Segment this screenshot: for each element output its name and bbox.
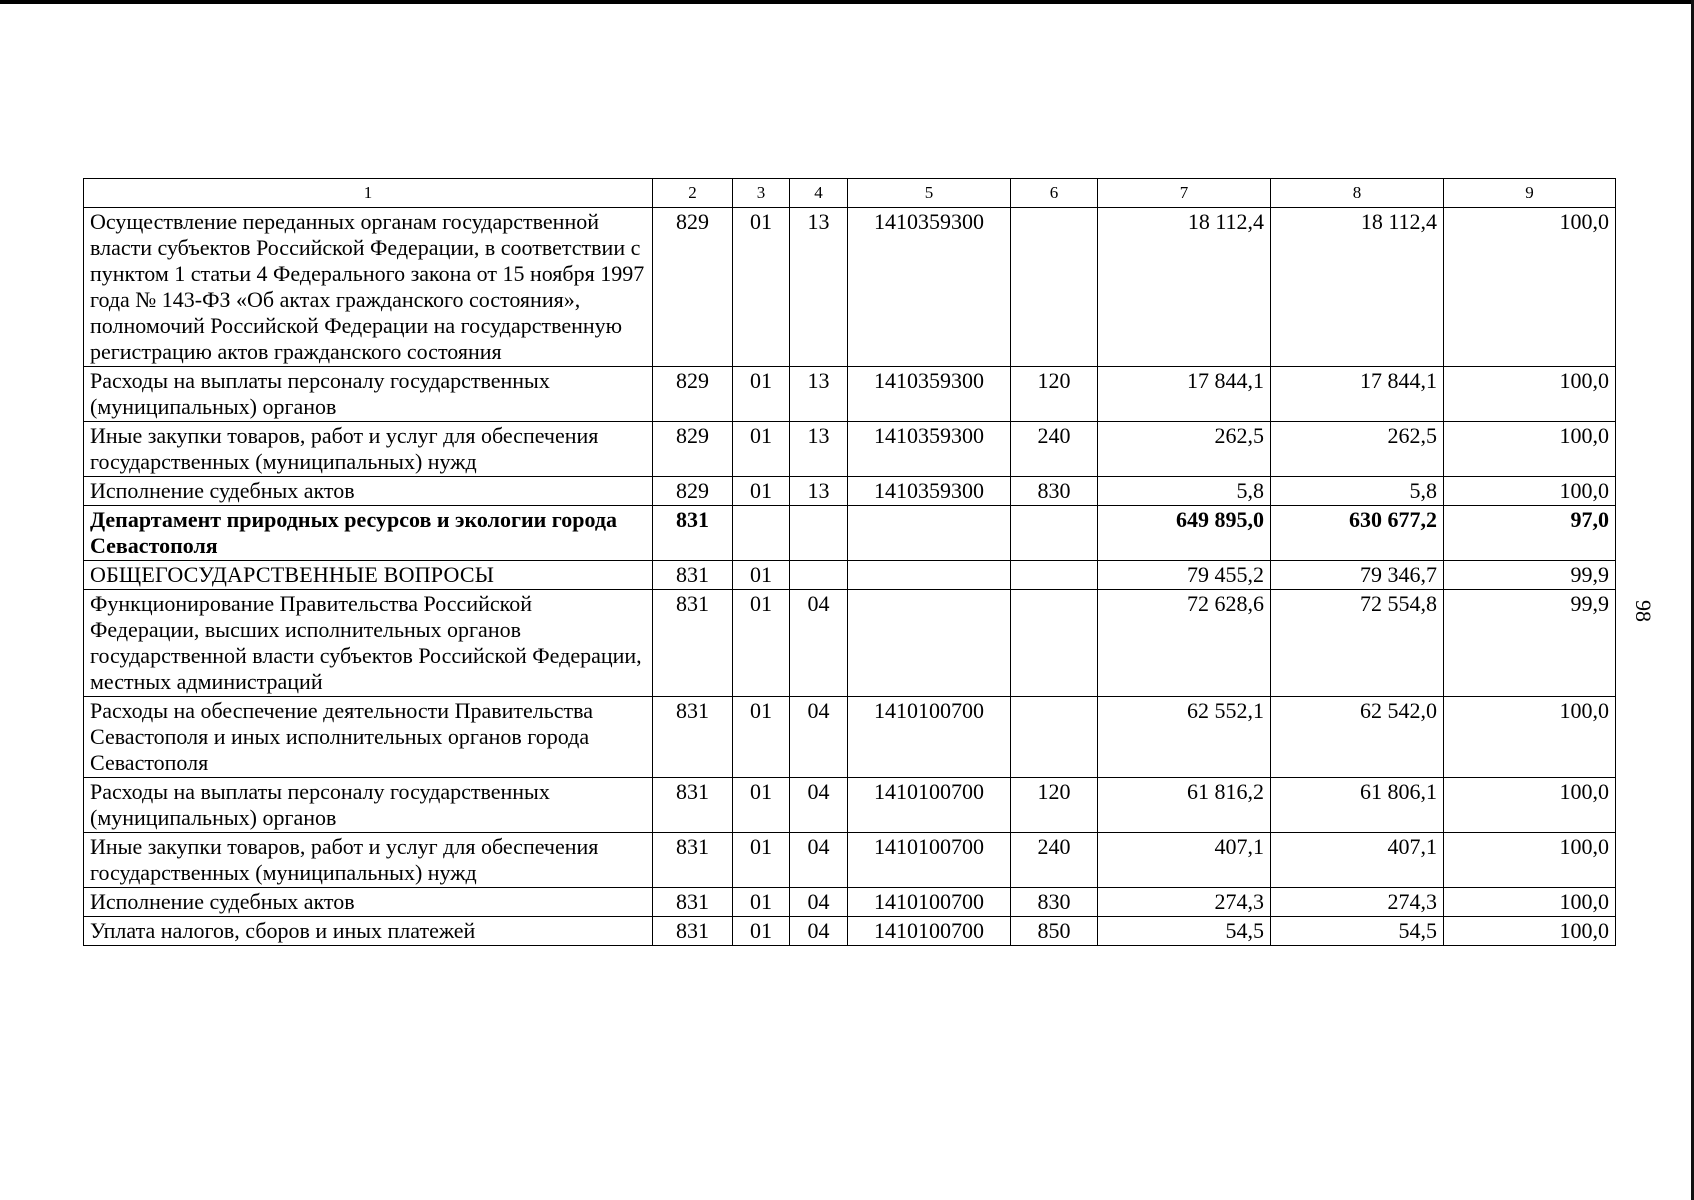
cell-executed: 72 554,8 — [1271, 590, 1444, 697]
cell-code-admin: 831 — [653, 561, 733, 590]
table-row — [84, 422, 1616, 477]
cell-section: 01 — [733, 917, 790, 946]
cell-approved: 54,5 — [1098, 917, 1271, 946]
cell-section: 01 — [733, 888, 790, 917]
cell-subsection: 13 — [790, 208, 848, 367]
cell-approved: 72 628,6 — [1098, 590, 1271, 697]
cell-section: 01 — [733, 477, 790, 506]
cell-subsection: 13 — [790, 367, 848, 422]
cell-code-admin: 831 — [653, 778, 733, 833]
cell-target-article: 1410359300 — [848, 422, 1011, 477]
cell-approved: 407,1 — [1098, 833, 1271, 888]
cell-executed: 274,3 — [1271, 888, 1444, 917]
cell-executed: 62 542,0 — [1271, 697, 1444, 778]
cell-expense-type: 120 — [1011, 367, 1098, 422]
cell-name: Функционирование Правительства Российской Федерации, высших исполнительных органов государственной власти субъектов Российской Федерации, местных администраций — [84, 590, 653, 697]
cell-subsection — [790, 506, 848, 561]
table-body — [84, 208, 1616, 946]
cell-code-admin: 831 — [653, 917, 733, 946]
table-row — [84, 367, 1616, 422]
cell-section: 01 — [733, 778, 790, 833]
cell-percent: 100,0 — [1444, 778, 1616, 833]
cell-target-article: 1410100700 — [848, 697, 1011, 778]
cell-subsection: 13 — [790, 477, 848, 506]
cell-subsection: 04 — [790, 778, 848, 833]
cell-subsection: 04 — [790, 888, 848, 917]
cell-approved: 79 455,2 — [1098, 561, 1271, 590]
cell-name: Расходы на выплаты персоналу государственных (муниципальных) органов — [84, 778, 653, 833]
table-row — [84, 888, 1616, 917]
cell-target-article: 1410100700 — [848, 778, 1011, 833]
cell-percent: 100,0 — [1444, 367, 1616, 422]
cell-percent: 99,9 — [1444, 590, 1616, 697]
cell-expense-type: 830 — [1011, 477, 1098, 506]
cell-executed: 61 806,1 — [1271, 778, 1444, 833]
column-header: 2 — [653, 179, 733, 208]
column-header: 3 — [733, 179, 790, 208]
column-header: 8 — [1271, 179, 1444, 208]
cell-target-article: 1410359300 — [848, 208, 1011, 367]
budget-table — [83, 178, 1616, 946]
cell-expense-type — [1011, 697, 1098, 778]
cell-percent: 100,0 — [1444, 477, 1616, 506]
page-number: 98 — [1631, 600, 1656, 622]
cell-subsection: 04 — [790, 917, 848, 946]
column-header: 7 — [1098, 179, 1271, 208]
cell-name: Исполнение судебных актов — [84, 888, 653, 917]
cell-executed: 54,5 — [1271, 917, 1444, 946]
cell-approved: 62 552,1 — [1098, 697, 1271, 778]
cell-code-admin: 831 — [653, 888, 733, 917]
cell-name: Расходы на выплаты персоналу государственных (муниципальных) органов — [84, 367, 653, 422]
table-row — [84, 208, 1616, 367]
cell-code-admin: 829 — [653, 367, 733, 422]
cell-code-admin: 831 — [653, 506, 733, 561]
column-header: 4 — [790, 179, 848, 208]
cell-expense-type — [1011, 590, 1098, 697]
cell-target-article — [848, 506, 1011, 561]
cell-subsection: 04 — [790, 590, 848, 697]
column-header: 6 — [1011, 179, 1098, 208]
cell-percent: 100,0 — [1444, 833, 1616, 888]
cell-approved: 61 816,2 — [1098, 778, 1271, 833]
cell-executed: 18 112,4 — [1271, 208, 1444, 367]
cell-executed: 79 346,7 — [1271, 561, 1444, 590]
cell-target-article: 1410100700 — [848, 833, 1011, 888]
cell-code-admin: 831 — [653, 697, 733, 778]
cell-subsection — [790, 561, 848, 590]
cell-target-article — [848, 590, 1011, 697]
cell-expense-type: 830 — [1011, 888, 1098, 917]
cell-section — [733, 506, 790, 561]
table-row — [84, 917, 1616, 946]
cell-target-article: 1410100700 — [848, 888, 1011, 917]
scan-top-edge — [0, 0, 1694, 4]
cell-name: Уплата налогов, сборов и иных платежей — [84, 917, 653, 946]
cell-target-article: 1410359300 — [848, 367, 1011, 422]
table-row — [84, 697, 1616, 778]
cell-executed: 630 677,2 — [1271, 506, 1444, 561]
cell-executed: 407,1 — [1271, 833, 1444, 888]
cell-approved: 17 844,1 — [1098, 367, 1271, 422]
cell-target-article: 1410359300 — [848, 477, 1011, 506]
cell-name: Расходы на обеспечение деятельности Правительства Севастополя и иных исполнительных органов города Севастополя — [84, 697, 653, 778]
cell-executed: 5,8 — [1271, 477, 1444, 506]
cell-percent: 100,0 — [1444, 888, 1616, 917]
table-row — [84, 590, 1616, 697]
cell-section: 01 — [733, 561, 790, 590]
cell-code-admin: 829 — [653, 477, 733, 506]
cell-expense-type: 240 — [1011, 422, 1098, 477]
cell-expense-type — [1011, 208, 1098, 367]
table-row — [84, 561, 1616, 590]
cell-code-admin: 831 — [653, 833, 733, 888]
cell-percent: 100,0 — [1444, 422, 1616, 477]
cell-name: Осуществление переданных органам государственной власти субъектов Российской Федерации, в соответствии с пунктом 1 статьи 4 Федерального закона от 15 ноября 1997 года № 143-ФЗ «Об актах гражданского состояния», полномочий Российской Федерации на государственную регистрацию актов гражданского состояния — [84, 208, 653, 367]
column-header: 1 — [84, 179, 653, 208]
cell-target-article: 1410100700 — [848, 917, 1011, 946]
cell-section: 01 — [733, 208, 790, 367]
cell-approved: 18 112,4 — [1098, 208, 1271, 367]
cell-executed: 262,5 — [1271, 422, 1444, 477]
cell-expense-type — [1011, 506, 1098, 561]
cell-target-article — [848, 561, 1011, 590]
cell-approved: 649 895,0 — [1098, 506, 1271, 561]
table-row — [84, 778, 1616, 833]
cell-section: 01 — [733, 590, 790, 697]
cell-code-admin: 829 — [653, 422, 733, 477]
cell-section: 01 — [733, 422, 790, 477]
cell-expense-type: 850 — [1011, 917, 1098, 946]
cell-executed: 17 844,1 — [1271, 367, 1444, 422]
table-row — [84, 477, 1616, 506]
cell-approved: 262,5 — [1098, 422, 1271, 477]
cell-name: Департамент природных ресурсов и экологии города Севастополя — [84, 506, 653, 561]
cell-approved: 274,3 — [1098, 888, 1271, 917]
cell-name: Исполнение судебных актов — [84, 477, 653, 506]
cell-section: 01 — [733, 367, 790, 422]
cell-percent: 100,0 — [1444, 697, 1616, 778]
cell-subsection: 13 — [790, 422, 848, 477]
cell-approved: 5,8 — [1098, 477, 1271, 506]
cell-code-admin: 831 — [653, 590, 733, 697]
cell-percent: 99,9 — [1444, 561, 1616, 590]
table-header-row — [84, 179, 1616, 208]
table-row — [84, 833, 1616, 888]
cell-subsection: 04 — [790, 697, 848, 778]
cell-section: 01 — [733, 697, 790, 778]
table-row — [84, 506, 1616, 561]
cell-expense-type — [1011, 561, 1098, 590]
cell-expense-type: 240 — [1011, 833, 1098, 888]
cell-percent: 97,0 — [1444, 506, 1616, 561]
cell-code-admin: 829 — [653, 208, 733, 367]
cell-name: ОБЩЕГОСУДАРСТВЕННЫЕ ВОПРОСЫ — [84, 561, 653, 590]
column-header: 9 — [1444, 179, 1616, 208]
column-header: 5 — [848, 179, 1011, 208]
cell-name: Иные закупки товаров, работ и услуг для обеспечения государственных (муниципальных) нужд — [84, 422, 653, 477]
cell-percent: 100,0 — [1444, 208, 1616, 367]
cell-subsection: 04 — [790, 833, 848, 888]
cell-expense-type: 120 — [1011, 778, 1098, 833]
cell-percent: 100,0 — [1444, 917, 1616, 946]
cell-section: 01 — [733, 833, 790, 888]
cell-name: Иные закупки товаров, работ и услуг для обеспечения государственных (муниципальных) нужд — [84, 833, 653, 888]
